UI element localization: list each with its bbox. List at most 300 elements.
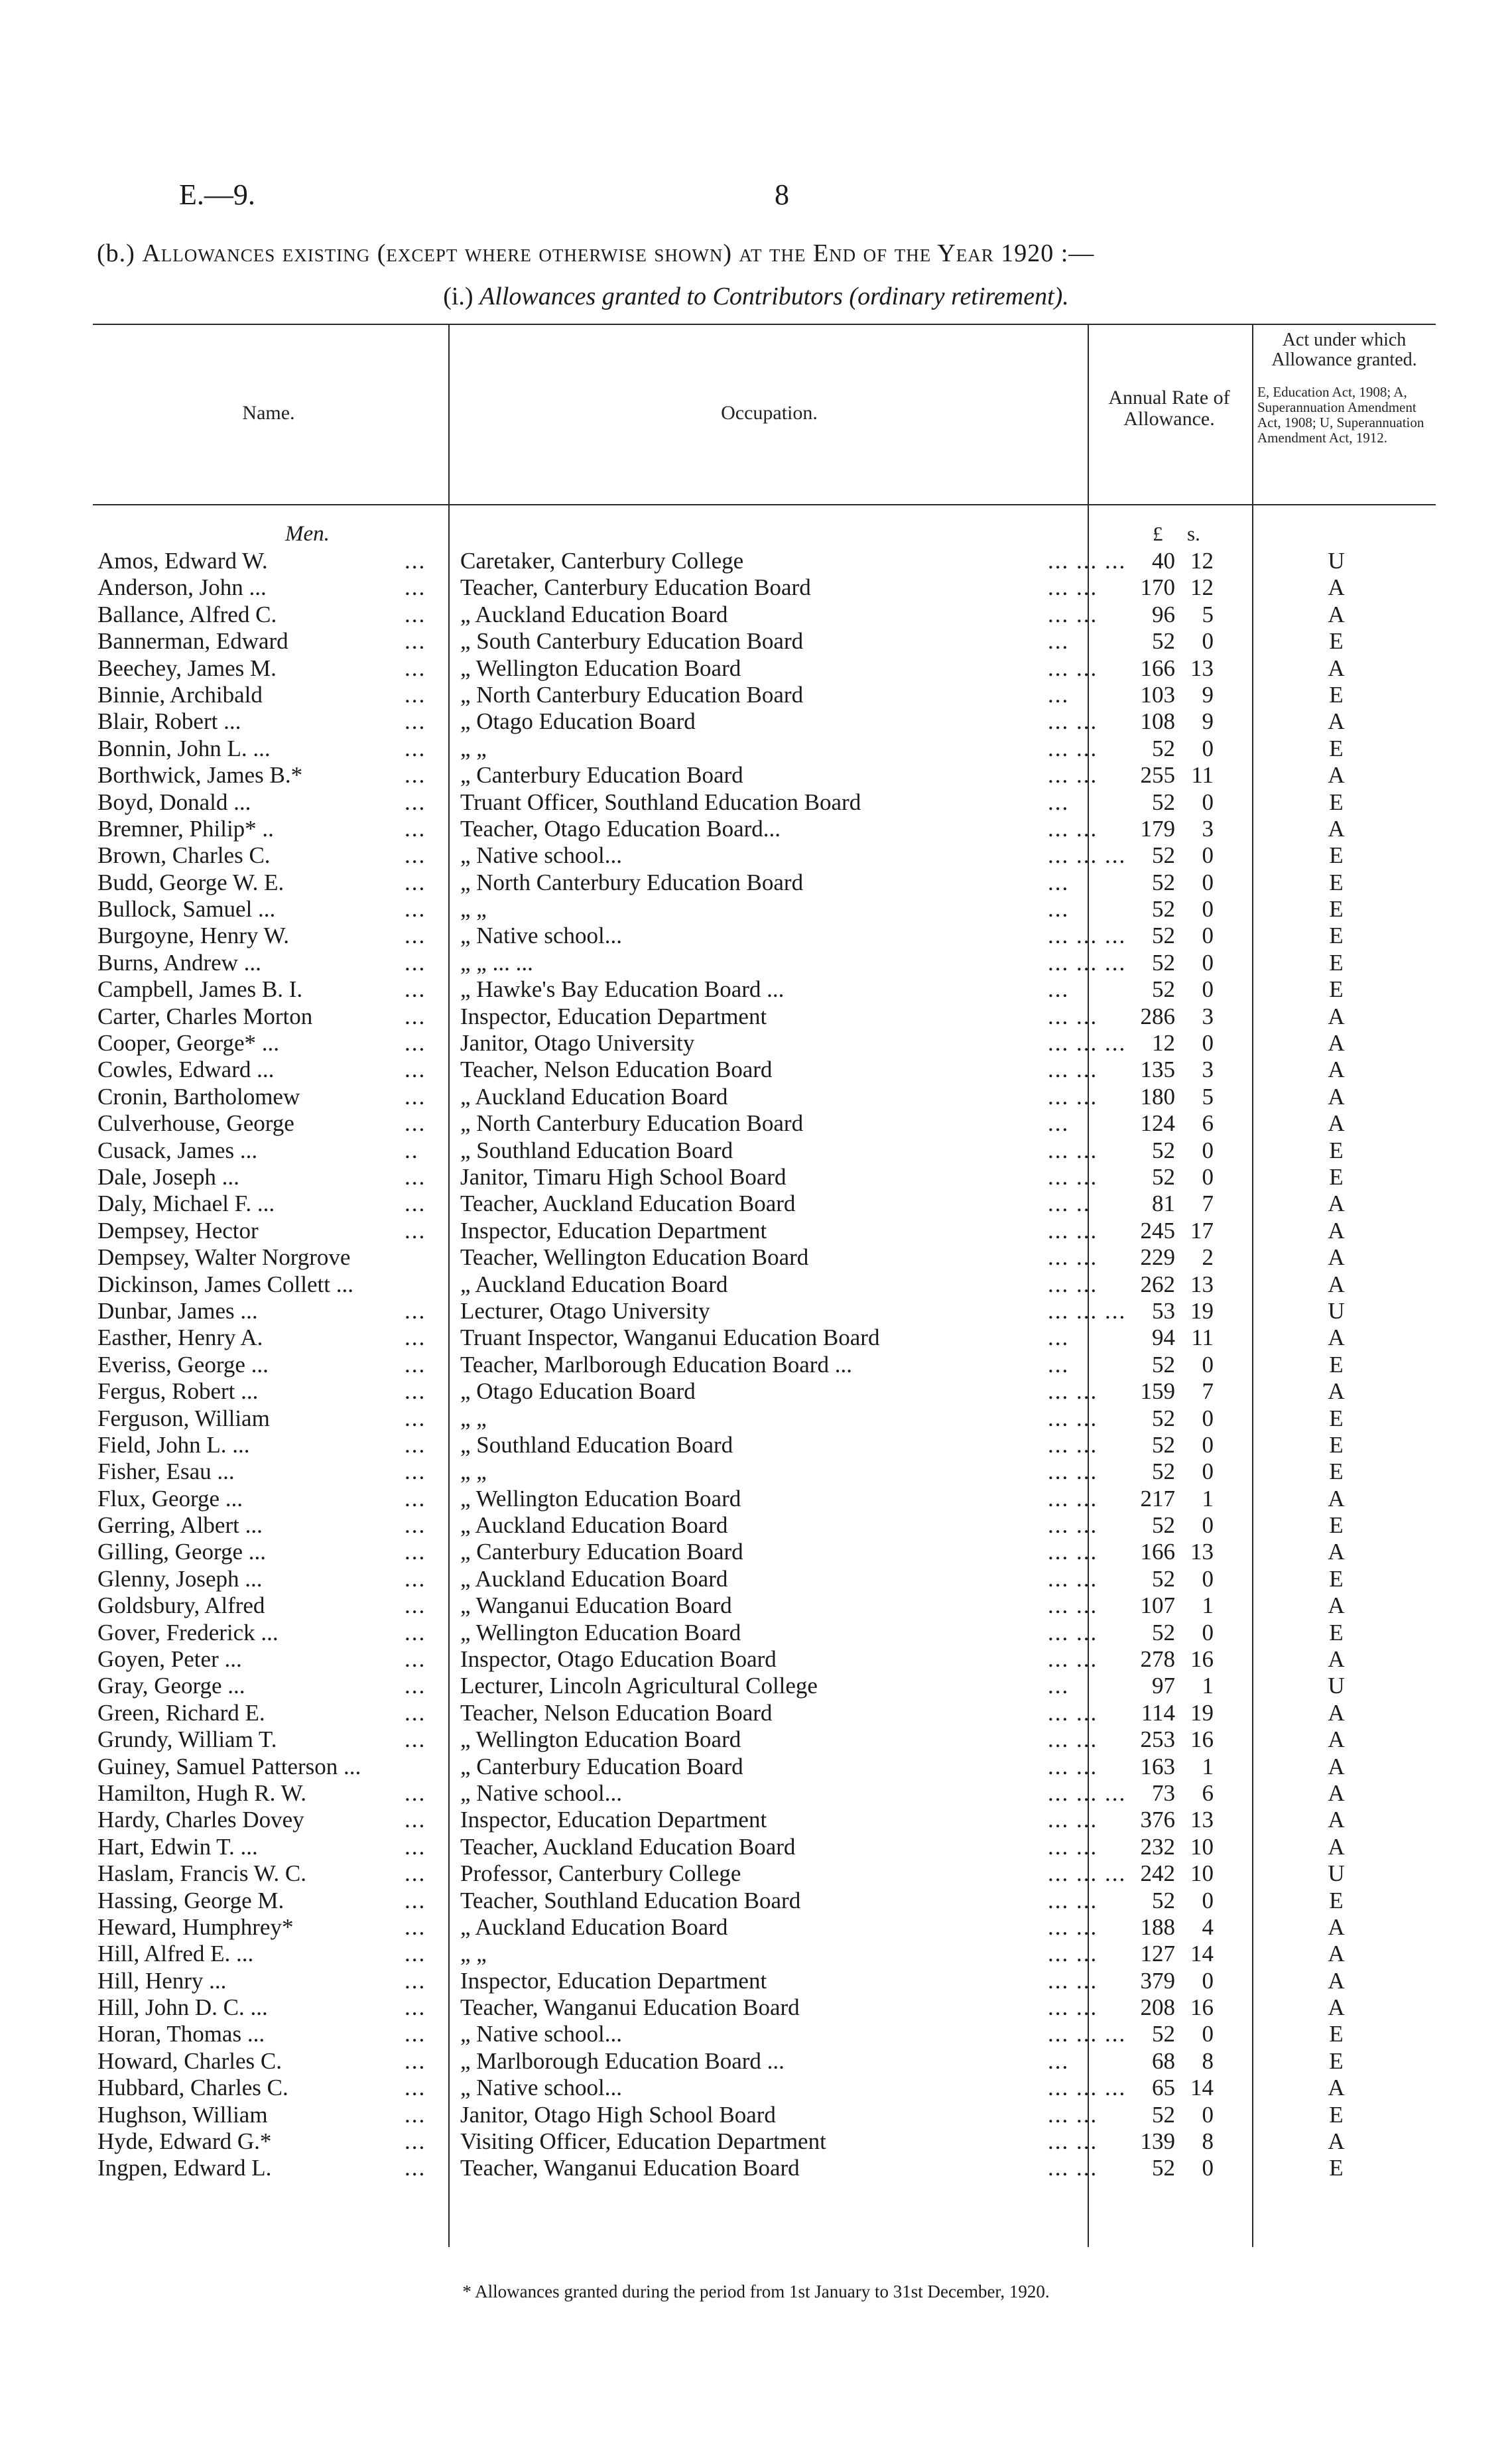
row-shillings: 2 (1202, 1244, 1214, 1271)
row-occupation-leader: ... ... ... (1048, 1030, 1127, 1057)
row-shillings: 0 (1202, 1619, 1214, 1645)
row-shillings: 0 (1202, 735, 1214, 761)
row-shillings: 0 (1202, 789, 1214, 815)
row-occupation-leader: ... ... (1048, 1378, 1098, 1405)
row-name: Ingpen, Edward L. (97, 2155, 272, 2181)
table-row (0, 2075, 1512, 2101)
row-name: Glenny, Joseph ... (97, 1565, 263, 1592)
row-occupation: Visiting Officer, Education Department (460, 2128, 826, 2155)
row-name: Culverhouse, George (97, 1110, 294, 1137)
table-top-rule (93, 324, 1436, 325)
row-pounds: 166 (1140, 1539, 1175, 1565)
row-pounds: 262 (1140, 1271, 1175, 1297)
row-shillings: 14 (1190, 2075, 1214, 2101)
table-row (0, 1539, 1512, 1565)
table-row (0, 870, 1512, 896)
section-heading (97, 239, 1094, 268)
row-pounds: 52 (1152, 1137, 1175, 1163)
row-act-code: E (1329, 1619, 1344, 1645)
row-occupation: „ Native school... (460, 923, 622, 949)
row-name: Ballance, Alfred C. (97, 601, 277, 627)
row-shillings: 0 (1202, 976, 1214, 1003)
row-name-leader: ... (405, 976, 426, 1003)
row-act-code: A (1328, 815, 1345, 842)
row-name-leader: ... (405, 1191, 426, 1217)
row-pounds: 52 (1152, 1351, 1175, 1378)
row-act-code: A (1328, 1539, 1345, 1565)
row-pounds: 94 (1152, 1324, 1175, 1351)
row-pounds: 166 (1140, 655, 1175, 681)
row-shillings: 3 (1202, 815, 1214, 842)
row-occupation-leader: ... ... (1048, 1913, 1098, 1940)
table-row (0, 976, 1512, 1003)
row-pounds: 232 (1140, 1833, 1175, 1860)
row-name: Hamilton, Hugh R. W. (97, 1779, 307, 1806)
row-pounds: 379 (1140, 1967, 1175, 1994)
table-row (0, 1324, 1512, 1351)
row-name: Burgoyne, Henry W. (97, 923, 290, 949)
table-row (0, 1834, 1512, 1860)
row-name-leader: ... (405, 1297, 426, 1324)
row-occupation-leader: ... ... (1048, 1057, 1098, 1083)
row-shillings: 11 (1191, 762, 1214, 789)
table-row (0, 1566, 1512, 1592)
row-shillings: 13 (1190, 1807, 1214, 1833)
row-pounds: 135 (1140, 1057, 1175, 1083)
row-occupation-leader: ... ... (1048, 1699, 1098, 1726)
row-shillings: 0 (1202, 949, 1214, 976)
row-act-code: E (1329, 735, 1344, 761)
row-name-leader: ... (405, 1913, 426, 1940)
row-occupation-leader: ... ... (1048, 1592, 1098, 1619)
table-row (0, 842, 1512, 869)
row-act-code: E (1329, 923, 1344, 949)
row-name-leader: ... (405, 1003, 426, 1029)
row-occupation-leader: ... ... (1048, 1726, 1098, 1753)
table-row (0, 1994, 1512, 2021)
row-act-code: A (1328, 1030, 1345, 1057)
row-shillings: 1 (1202, 1673, 1214, 1699)
table-row (0, 1030, 1512, 1057)
row-name-leader: ... (405, 1405, 426, 1431)
row-occupation: „ Otago Education Board (460, 708, 696, 735)
row-name-leader: ... (405, 2101, 426, 2128)
row-pounds: 81 (1152, 1191, 1175, 1217)
row-act-code: E (1329, 2047, 1344, 2074)
row-occupation: „ Southland Education Board (460, 1431, 733, 1458)
row-name-leader: ... (405, 815, 426, 842)
row-occupation: „ Wellington Education Board (460, 1485, 741, 1512)
row-pounds: 52 (1152, 2101, 1175, 2128)
row-name: Grundy, William T. (97, 1726, 277, 1753)
row-occupation: „ Hawke's Bay Education Board ... (460, 976, 785, 1003)
table-row (0, 1914, 1512, 1941)
row-occupation-leader: ... ... ... (1048, 2021, 1127, 2047)
row-pounds: 255 (1140, 762, 1175, 789)
row-name: Easther, Henry A. (97, 1324, 263, 1351)
row-shillings: 0 (1202, 1351, 1214, 1378)
row-shillings: 8 (1202, 2128, 1214, 2155)
row-occupation-leader: ... ... ... (1048, 842, 1127, 869)
row-occupation-leader: ... .. (1048, 1191, 1091, 1217)
row-shillings: 0 (1202, 1458, 1214, 1485)
row-name-leader: ... (405, 1324, 426, 1351)
row-shillings: 17 (1190, 1217, 1214, 1244)
row-act-code: E (1329, 1458, 1344, 1485)
row-act-code: A (1328, 1833, 1345, 1860)
row-occupation-leader: ... (1048, 1110, 1070, 1137)
row-act-code: A (1328, 1753, 1345, 1779)
table-row (0, 1432, 1512, 1458)
row-name-leader: ... (405, 601, 426, 627)
row-pounds: 65 (1152, 2075, 1175, 2101)
row-name-leader: ... (405, 548, 426, 574)
row-name-leader: ... (405, 1967, 426, 1994)
row-name: Green, Richard E. (97, 1699, 265, 1726)
row-name-leader: ... (405, 1512, 426, 1539)
row-name: Binnie, Archibald (97, 681, 263, 708)
table-row (0, 708, 1512, 735)
row-shillings: 0 (1202, 1137, 1214, 1163)
row-name: Fisher, Esau ... (97, 1458, 235, 1485)
row-shillings: 7 (1202, 1378, 1214, 1405)
table-row (0, 1352, 1512, 1378)
row-occupation: Truant Officer, Southland Education Board (460, 789, 861, 815)
row-pounds: 170 (1140, 574, 1175, 601)
column-header-act-codes: E, Education Act, 1908; A, Superannuation Amendment Act, 1908; U, Superannuation Amendment Act, 1912. (1257, 384, 1424, 446)
row-pounds: 40 (1152, 548, 1175, 574)
row-shillings: 8 (1202, 2047, 1214, 2074)
row-pounds: 159 (1140, 1378, 1175, 1405)
table-row (0, 548, 1512, 574)
row-name-leader: ... (405, 1110, 426, 1137)
row-occupation: Inspector, Education Department (460, 1217, 767, 1244)
row-name: Goyen, Peter ... (97, 1646, 242, 1673)
row-shillings: 1 (1202, 1592, 1214, 1619)
row-name: Bremner, Philip* .. (97, 815, 274, 842)
table-row (0, 1003, 1512, 1030)
row-pounds: 229 (1140, 1244, 1175, 1271)
row-name: Hughson, William (97, 2101, 268, 2128)
table-row (0, 789, 1512, 816)
row-act-code: E (1329, 2101, 1344, 2128)
row-name: Dunbar, James ... (97, 1297, 258, 1324)
row-name: Gerring, Albert ... (97, 1512, 263, 1539)
row-act-code: A (1328, 655, 1345, 681)
row-act-code: E (1329, 976, 1344, 1003)
row-pounds: 163 (1140, 1753, 1175, 1779)
row-shillings: 0 (1202, 1163, 1214, 1190)
row-shillings: 9 (1202, 681, 1214, 708)
row-name: Hyde, Edward G.* (97, 2128, 272, 2155)
row-act-code: E (1329, 1887, 1344, 1913)
page-number: 8 (775, 178, 789, 211)
row-act-code: U (1328, 1297, 1345, 1324)
row-occupation-leader: ... (1048, 869, 1070, 895)
table-row (0, 1726, 1512, 1753)
row-pounds: 188 (1140, 1913, 1175, 1940)
row-shillings: 14 (1190, 1941, 1214, 1967)
row-pounds: 108 (1140, 708, 1175, 735)
row-name: Fergus, Robert ... (97, 1378, 259, 1405)
row-name-leader: ... (405, 1941, 426, 1967)
row-shillings: 0 (1202, 1887, 1214, 1913)
row-act-code: E (1329, 2021, 1344, 2047)
row-occupation-leader: ... ... (1048, 735, 1098, 761)
row-name: Dempsey, Walter Norgrove (97, 1244, 351, 1271)
row-name: Howard, Charles C. (97, 2047, 283, 2074)
row-name-leader: ... (405, 1699, 426, 1726)
row-shillings: 11 (1191, 1324, 1214, 1351)
row-pounds: 68 (1152, 2047, 1175, 2074)
row-pounds: 139 (1140, 2128, 1175, 2155)
row-pounds: 52 (1152, 842, 1175, 869)
row-occupation-leader: ... (1048, 896, 1070, 923)
row-name: Dale, Joseph ... (97, 1163, 239, 1190)
row-occupation-leader: ... ... (1048, 1565, 1098, 1592)
table-row (0, 1754, 1512, 1780)
row-occupation: Professor, Canterbury College (460, 1860, 741, 1887)
row-name: Guiney, Samuel Patterson ... (97, 1753, 361, 1779)
row-name: Hassing, George M. (97, 1887, 284, 1913)
row-name-leader: ... (405, 842, 426, 869)
row-shillings: 0 (1202, 1431, 1214, 1458)
row-name: Cronin, Bartholomew (97, 1083, 300, 1110)
row-occupation-leader: ... ... (1048, 1753, 1098, 1779)
row-act-code: A (1328, 1807, 1345, 1833)
row-name: Dempsey, Hector (97, 1217, 259, 1244)
row-name: Hardy, Charles Dovey (97, 1807, 304, 1833)
row-shillings: 10 (1190, 1833, 1214, 1860)
row-act-code: A (1328, 1913, 1345, 1940)
row-pounds: 107 (1140, 1592, 1175, 1619)
row-name-leader: ... (405, 1378, 426, 1405)
row-act-code: E (1329, 842, 1344, 869)
column-header-name: Name. (242, 402, 295, 424)
table-row (0, 923, 1512, 949)
row-occupation-leader: ... ... (1048, 1485, 1098, 1512)
row-act-code: E (1329, 1565, 1344, 1592)
row-name: Ferguson, William (97, 1405, 270, 1431)
row-name-leader: ... (405, 1030, 426, 1057)
row-occupation: Teacher, Wanganui Education Board (460, 2155, 800, 2181)
row-shillings: 12 (1190, 574, 1214, 601)
row-name-leader: ... (405, 1726, 426, 1753)
row-name-leader: ... (405, 1779, 426, 1806)
row-act-code: E (1329, 789, 1344, 815)
row-occupation: Teacher, Southland Education Board (460, 1887, 801, 1913)
row-pounds: 52 (1152, 1405, 1175, 1431)
row-name-leader: ... (405, 2075, 426, 2101)
table-row (0, 1780, 1512, 1807)
row-occupation: „ „ (460, 1405, 487, 1431)
row-pounds: 179 (1140, 815, 1175, 842)
table-row (0, 1486, 1512, 1512)
row-name-leader: ... (405, 896, 426, 923)
table-row (0, 896, 1512, 923)
row-act-code: A (1328, 2128, 1345, 2155)
row-occupation-leader: ... ... (1048, 1539, 1098, 1565)
row-shillings: 16 (1190, 1726, 1214, 1753)
row-name: Burns, Andrew ... (97, 949, 261, 976)
row-shillings: 16 (1190, 1646, 1214, 1673)
row-occupation-leader: ... (1048, 976, 1070, 1003)
row-shillings: 0 (1202, 842, 1214, 869)
row-name: Dickinson, James Collett ... (97, 1271, 353, 1297)
row-occupation: Lecturer, Lincoln Agricultural College (460, 1673, 818, 1699)
row-name-leader: ... (405, 655, 426, 681)
row-name-leader: ... (405, 1592, 426, 1619)
row-occupation-leader: ... (1048, 1351, 1070, 1378)
row-name-leader: ... (405, 949, 426, 976)
table-row (0, 762, 1512, 789)
row-shillings: 13 (1190, 1271, 1214, 1297)
table-row (0, 682, 1512, 708)
table-row (0, 655, 1512, 682)
row-occupation-leader: ... ... (1048, 1271, 1098, 1297)
header-bottom-rule (93, 504, 1436, 505)
row-occupation: „ „ (460, 896, 487, 923)
table-row (0, 950, 1512, 976)
row-name-leader: ... (405, 1807, 426, 1833)
row-occupation: „ Auckland Education Board (460, 1271, 728, 1297)
row-name: Hill, John D. C. ... (97, 1994, 268, 2021)
row-occupation: „ „ (460, 1941, 487, 1967)
row-occupation-leader: ... ... (1048, 1646, 1098, 1673)
row-pounds: 242 (1140, 1860, 1175, 1887)
row-pounds: 52 (1152, 869, 1175, 895)
row-pounds: 12 (1152, 1030, 1175, 1057)
row-act-code: A (1328, 1726, 1345, 1753)
row-pounds: 217 (1140, 1485, 1175, 1512)
row-occupation: Truant Inspector, Wanganui Education Board (460, 1324, 880, 1351)
row-pounds: 96 (1152, 601, 1175, 627)
row-pounds: 52 (1152, 789, 1175, 815)
row-pounds: 52 (1152, 1565, 1175, 1592)
row-occupation: „ Auckland Education Board (460, 1512, 728, 1539)
row-occupation-leader: ... ... ... (1048, 1860, 1127, 1887)
row-occupation: „ Auckland Education Board (460, 1083, 728, 1110)
row-occupation: Inspector, Education Department (460, 1807, 767, 1833)
row-occupation: „ Wanganui Education Board (460, 1592, 732, 1619)
table-row (0, 1378, 1512, 1405)
row-occupation: Janitor, Otago High School Board (460, 2101, 776, 2128)
row-name: Boyd, Donald ... (97, 789, 251, 815)
row-name: Amos, Edward W. (97, 548, 268, 574)
row-occupation: Janitor, Otago University (460, 1030, 695, 1057)
row-shillings: 0 (1202, 2155, 1214, 2181)
row-act-code: U (1328, 1860, 1345, 1887)
row-name-leader: ... (405, 2155, 426, 2181)
table-row (0, 1271, 1512, 1298)
row-shillings: 0 (1202, 1405, 1214, 1431)
row-occupation: „ Native school... (460, 2021, 622, 2047)
table-row (0, 1137, 1512, 1164)
row-shillings: 0 (1202, 1030, 1214, 1057)
row-act-code: E (1329, 869, 1344, 895)
row-occupation-leader: ... ... (1048, 1512, 1098, 1539)
row-occupation-leader: ... ... (1048, 1807, 1098, 1833)
row-pounds: 52 (1152, 2155, 1175, 2181)
row-name: Brown, Charles C. (97, 842, 271, 869)
table-row (0, 2102, 1512, 2128)
row-shillings: 13 (1190, 655, 1214, 681)
row-act-code: A (1328, 708, 1345, 735)
row-shillings: 12 (1190, 548, 1214, 574)
table-row (0, 1164, 1512, 1191)
row-name: Hill, Henry ... (97, 1967, 227, 1994)
row-act-code: E (1329, 896, 1344, 923)
row-name: Cowles, Edward ... (97, 1057, 275, 1083)
row-name: Blair, Robert ... (97, 708, 241, 735)
row-occupation-leader: ... (1048, 2047, 1070, 2074)
row-occupation-leader: ... ... (1048, 1458, 1098, 1485)
table-row (0, 2128, 1512, 2155)
row-act-code: E (1329, 1137, 1344, 1163)
table-row (0, 1807, 1512, 1833)
row-name-leader: ... (405, 1083, 426, 1110)
row-occupation: „ Canterbury Education Board (460, 762, 743, 789)
row-act-code: A (1328, 1324, 1345, 1351)
row-occupation-leader: ... ... (1048, 601, 1098, 627)
row-occupation-leader: ... ... (1048, 1405, 1098, 1431)
row-shillings: 3 (1202, 1057, 1214, 1083)
row-name: Bonnin, John L. ... (97, 735, 271, 761)
row-shillings: 10 (1190, 1860, 1214, 1887)
document-reference: E.—9. (179, 178, 255, 211)
row-act-code: E (1329, 681, 1344, 708)
row-pounds: 286 (1140, 1003, 1175, 1029)
row-act-code: E (1329, 949, 1344, 976)
row-occupation: Teacher, Marlborough Education Board ... (460, 1351, 852, 1378)
row-name: Daly, Michael F. ... (97, 1191, 275, 1217)
row-occupation: „ „ ... ... (460, 949, 533, 976)
row-name-leader: ... (405, 1619, 426, 1645)
row-shillings: 0 (1202, 923, 1214, 949)
table-row (0, 1405, 1512, 1432)
row-name: Haslam, Francis W. C. (97, 1860, 306, 1887)
row-occupation: „ Native school... (460, 842, 622, 869)
row-name: Borthwick, James B.* (97, 762, 303, 789)
row-act-code: A (1328, 574, 1345, 601)
row-name: Hill, Alfred E. ... (97, 1941, 254, 1967)
row-occupation-leader: ... ... ... (1048, 548, 1127, 574)
row-pounds: 52 (1152, 949, 1175, 976)
row-name: Bannerman, Edward (97, 628, 288, 655)
row-occupation-leader: ... ... (1048, 1619, 1098, 1645)
row-act-code: A (1328, 1271, 1345, 1297)
row-act-code: A (1328, 1646, 1345, 1673)
row-shillings: 9 (1202, 708, 1214, 735)
row-occupation-leader: ... ... ... (1048, 1297, 1127, 1324)
row-occupation-leader: ... (1048, 1673, 1070, 1699)
row-name-leader: ... (405, 1565, 426, 1592)
subheading-title: Allowances granted to Contributors (ordinary retirement). (479, 283, 1069, 310)
row-occupation: „ North Canterbury Education Board (460, 1110, 804, 1137)
row-occupation-leader: ... ... (1048, 1137, 1098, 1163)
row-act-code: E (1329, 1512, 1344, 1539)
row-occupation-leader: ... (1048, 681, 1070, 708)
row-occupation: Caretaker, Canterbury College (460, 548, 744, 574)
table-row (0, 1646, 1512, 1673)
table-row (0, 1057, 1512, 1083)
column-header-occupation: Occupation. (721, 402, 818, 424)
allowance-table-body (0, 548, 1512, 2182)
row-name-leader: ... (405, 1485, 426, 1512)
row-occupation-leader: ... ... (1048, 655, 1098, 681)
row-occupation-leader: ... ... (1048, 1003, 1098, 1029)
row-name-leader: ... (405, 1431, 426, 1458)
